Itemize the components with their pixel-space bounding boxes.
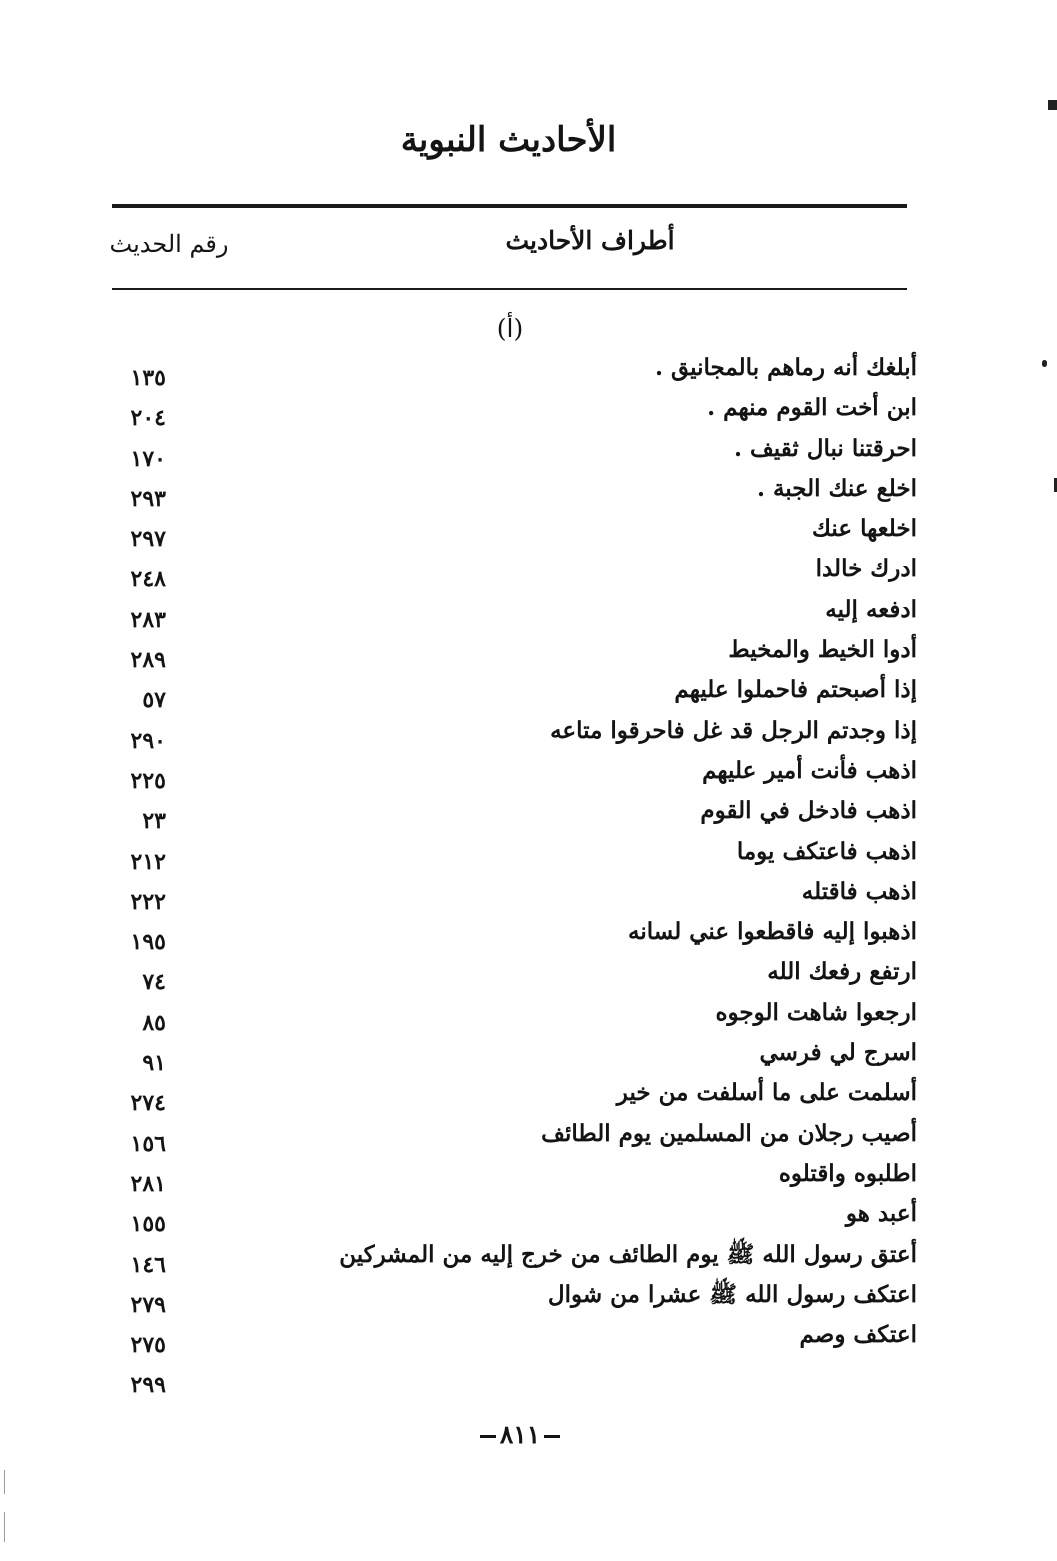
hadith-number: ٢٩٣ [130,485,166,512]
index-entry [0,1198,1057,1238]
scan-mark [1048,100,1057,110]
hadith-index-list [0,352,1057,1400]
index-entry [0,956,1057,996]
hadith-phrase: أدوا الخيط والمخيط [728,636,917,664]
hadith-phrase: اخلع عنك الجبة . [756,474,917,502]
column-header-hadith-phrases: أطراف الأحاديث [505,226,675,255]
hadith-phrase: ابن أخت القوم منهم . [707,394,917,422]
index-entry [0,352,1057,392]
hadith-phrase: اخلعها عنك [812,515,917,543]
hadith-number: ٢٨٩ [130,647,166,674]
hadith-phrase: ارتفع رفعك الله [767,958,917,986]
index-entry [0,433,1057,473]
index-entry [0,634,1057,674]
index-entry [0,1279,1057,1319]
hadith-number: ٢١٢ [130,848,166,875]
hadith-number: ١٩٥ [130,929,166,956]
index-entry [0,513,1057,553]
hadith-phrase: اذهب فادخل في القوم [700,797,917,825]
hadith-phrase: اسرج لي فرسي [759,1039,917,1067]
hadith-number: ١٧٠ [130,445,166,472]
page-title: الأحاديث النبوية [400,120,617,160]
hadith-phrase: أصيب رجلان من المسلمين يوم الطائف [541,1119,917,1147]
index-entry [0,876,1057,916]
index-entry [0,1118,1057,1158]
hadith-number: ٢٩٧ [130,526,166,553]
hadith-phrase: أعبد هو [845,1200,917,1228]
hadith-number: ٩١ [142,1050,166,1077]
hadith-number: ٢٩٩ [130,1372,166,1399]
page-number-value: ٨١١ [499,1420,541,1449]
hadith-number: ٢٠٤ [130,405,166,432]
hadith-phrase: أعتق رسول الله ﷺ يوم الطائف من خرج إليه من المشركين [339,1240,917,1268]
page-number-dash-left [480,1435,496,1438]
hadith-phrase: أسلمت على ما أسلفت من خير [616,1079,917,1107]
hadith-number: ٧٤ [142,969,166,996]
hadith-phrase: أبلغك أنه رماهم بالمجانيق . [654,354,917,381]
index-entry [0,795,1057,835]
hadith-number: ٢٢٥ [130,767,166,794]
index-entry [0,1037,1057,1077]
hadith-number: ٢٧٩ [130,1291,166,1318]
hadith-number: ٨٥ [142,1009,166,1036]
hadith-number: ٢٩٠ [130,727,166,754]
index-entry [0,1158,1057,1198]
header-top-rule [112,204,907,208]
hadith-phrase: ادفعه إليه [825,595,917,623]
hadith-number: ١٥٥ [130,1211,166,1238]
hadith-number: ١٥٦ [130,1130,166,1157]
index-entry [0,916,1057,956]
index-entry [0,392,1057,432]
index-entry [0,553,1057,593]
hadith-phrase: اذهب فاعتكف يوما [736,837,917,865]
hadith-phrase: احرقتنا نبال ثقيف . [733,434,917,462]
hadith-phrase: اذهب فاقتله [801,877,917,905]
hadith-number: ١٤٦ [130,1251,166,1278]
index-entry [0,1359,1057,1399]
scan-mark [1042,360,1047,367]
index-entry [0,715,1057,755]
page-number [0,1420,1040,1449]
index-entry [0,1319,1057,1359]
index-entry [0,836,1057,876]
hadith-phrase: اذهب فأنت أمير عليهم [702,756,917,784]
hadith-number: ٥٧ [142,687,166,714]
hadith-number: ٢٧٤ [130,1090,166,1117]
hadith-number: ٢٢٢ [130,888,166,915]
hadith-phrase: اطلبوه واقتلوه [778,1159,917,1187]
hadith-phrase: ارجعوا شاهت الوجوه [715,998,917,1026]
index-entry [0,1077,1057,1117]
hadith-number: ٢٨٣ [130,606,166,633]
hadith-phrase: إذا أصبحتم فاحملوا عليهم [674,676,917,704]
hadith-phrase: اعتكف رسول الله ﷺ عشرا من شوال [547,1280,917,1308]
hadith-phrase: إذا وجدتم الرجل قد غل فاحرقوا متاعه [550,716,917,744]
scan-mark [4,1512,5,1542]
section-letter-heading: (أ) [496,314,524,343]
index-entry [0,594,1057,634]
hadith-number: ٢٤٨ [130,566,166,593]
header-bottom-rule [112,288,907,290]
hadith-number: ٢٧٥ [130,1332,166,1359]
hadith-number: ٢٣ [142,808,166,835]
index-entry [0,674,1057,714]
index-entry [0,1239,1057,1279]
hadith-phrase: اذهبوا إليه فاقطعوا عني لسانه [627,918,917,946]
hadith-phrase: ادرك خالدا [815,555,917,583]
index-entry [0,755,1057,795]
column-header-hadith-number: رقم الحديث [109,230,229,258]
scan-mark [4,1470,5,1494]
hadith-number: ٢٨١ [130,1170,166,1197]
hadith-phrase: اعتكف وصم [799,1321,917,1349]
index-entry [0,997,1057,1037]
page-number-dash-right [544,1435,560,1438]
index-entry [0,473,1057,513]
hadith-number: ١٣٥ [130,365,166,391]
